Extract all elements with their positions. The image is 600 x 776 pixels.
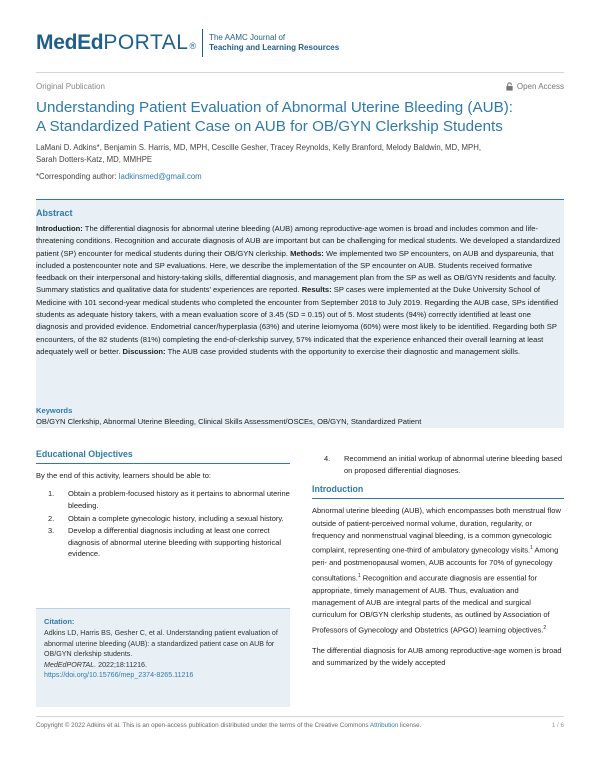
page-number: 1 / 6 [551,722,564,729]
article-title [36,98,564,136]
abstract-discussion-label: Discussion: [122,346,166,356]
journal-subtitle-line1: The AAMC Journal of [209,33,286,42]
copyright-text-a: Copyright © 2022 Adkins et al. This is an open-access publication distributed under the terms of the Creative Commons [36,722,370,729]
journal-subtitle-line2: Teaching and Learning Resources [209,43,340,52]
journal-header [36,26,339,60]
citation-doi-link[interactable]: https://doi.org/10.15766/mep_2374-8265.11216 [44,671,194,680]
objective-text: Obtain a complete gynecologic history, including a sexual history. [68,513,284,523]
copyright-notice [36,722,421,729]
logo-portal-text: PORTAL [103,31,189,54]
logo[interactable] [36,31,196,55]
left-column [36,449,290,561]
abstract-body [36,223,564,358]
footer-divider [36,716,564,717]
objective-number: 3. [48,526,55,536]
abstract-discussion-text: The AUB case provided students with the opportunity to exercise their diagnostic and management skills. [165,346,521,356]
corresponding-author-email[interactable]: ladkinsmed@gmail.com [118,172,202,181]
objective-text: Develop a differential diagnosis including at least one correct diagnosis of abnormal uterine bleeding with supporting historical evidence. [68,526,282,559]
header-divider [36,72,564,73]
citation-year-volume: 2022;18:11216. [96,660,147,669]
objective-text: Obtain a problem-focused history as it pertains to abnormal uterine bleeding. [68,489,290,510]
citation-box [36,608,290,707]
corresponding-author-label: *Corresponding author: [36,172,119,181]
introduction-heading: Introduction [312,484,364,495]
author-list-line1: LaMani D. Adkins*, Benjamin S. Harris, MD, MPH, Cescille Gesher, Tracey Reynolds, Kelly Branford, Melody Baldwin, MD, MPH, [36,143,482,152]
citation-journal: MedEdPORTAL. [44,660,97,669]
reference-superscript[interactable]: 1 [357,572,361,579]
introduction-paragraph-2: The differential diagnosis for AUB among reproductive-age women is broad and summarized by the widely accepted [312,645,562,668]
objective-item [36,488,290,511]
introduction-rule [312,498,564,499]
logo-registered-mark: ® [189,41,197,51]
publication-type: Original Publication [36,82,105,91]
logo-med-text: MedEd [36,31,104,54]
intro-p1-a: Abnormal uterine bleeding (AUB), which encompasses both menstrual flow outside of patient-perceived normal volume, duration, regularity, or frequency and nonmenstrual vaginal bleeding, is a common gynecologic complaint, representing one-third of ambulatory gynecology visits. [312,506,561,555]
reference-superscript[interactable]: 2 [543,624,547,631]
citation-reference: Adkins LD, Harris BS, Gesher C, et al. Understanding patient evaluation of abnormal uterine bleeding (AUB): a standardized patient case on AUB for OB/GYN clerkship students. [44,629,278,659]
author-list [36,142,564,166]
abstract-methods-text: We implemented two SP encounters, on AUB and dyspareunia, that included a postencounter note and SP evaluations. Here, we describe the implementation of the SP encounter on AUB. Students received formative feedback on their interpersonal and history-taking skills, differential diagnosis, and management plan from the SP as well as OB/GYN residents and faculty. Summary statistics and qualitative data for students' experiences are reported. [36,248,557,295]
abstract-intro-text: The differential diagnosis for abnormal uterine bleeding (AUB) among reproductive-age women is broad and includes common and life-threatening conditions. Recognition and accurate diagnosis of AUB are important but can be challenging for medical students. We developed a standardized patient (SP) encounter for medical students during their OB/GYN clerkship. [36,224,561,258]
citation-heading: Citation: [44,617,75,626]
right-column [312,453,564,670]
intro-p1-b: Among peri- and postmenopausal women, AUB accounts for 70% of gynecology consultations. [312,545,559,583]
objective-text: Recommend an initial workup of abnormal uterine bleeding based on proposed differential diagnoses. [344,454,563,475]
abstract-heading: Abstract [36,208,73,218]
objective-item [36,525,290,560]
citation-text [44,628,282,681]
objective-item [312,453,564,476]
abstract-methods-label: Methods: [290,248,324,258]
objective-number: 1. [48,489,55,499]
abstract-results-text: SP cases were implemented at the Duke University School of Medicine with 101 second-year medical students who completed the encounter from September 2018 to July 2019. Regarding the AUB case, SPs identified students as adequate history takers, with a mean evaluation score of 3.45 (SD = 0.15) out of 5. Most students (94%) correctly identified at least one diagnosis and provided evidence. Endometrial cancer/hyperplasia (63%) and uterine leiomyoma (60%) were most likely to be identified. Regarding both SP encounters, of the 82 students (81%) completing the end-of-clerkship survey, 57% indicated that the experience enhanced their overall learning at least adequately well or better. [36,285,559,356]
objectives-lead: By the end of this activity, learners should be able to: [36,471,211,480]
copyright-text-b: license. [398,722,422,729]
reference-superscript[interactable]: 1 [530,545,533,552]
article-title-line1: Understanding Patient Evaluation of Abnormal Uterine Bleeding (AUB): [36,99,513,116]
author-list-line2: Sarah Dotters-Katz, MD, MMHPE [36,155,153,164]
objective-number: 2. [48,513,55,523]
objective-item [36,513,290,525]
objectives-heading: Educational Objectives [36,449,133,459]
logo-divider [202,29,203,57]
objective-number: 4. [324,454,331,463]
lock-icon [505,82,514,91]
license-link[interactable]: Attribution [369,722,399,729]
introduction-paragraph-1 [312,505,564,637]
objectives-list-continued [312,453,564,476]
objectives-list [36,488,290,560]
open-access-badge [505,82,564,91]
abstract-results-label: Results: [301,285,332,295]
keywords-heading: Keywords [36,406,73,415]
intro-p1-c: Recognition and accurate diagnosis are essential for appropriate, timely management of AUB. Thus, evaluation and management of AUB are integral parts of the medical and surgical curriculum for OB/GYN clerkship students, as outlined by Association of Professors of Gynecology and Obstetrics (APGO) learning objectives. [312,573,550,635]
article-title-line2: A Standardized Patient Case on AUB for OB/GYN Clerkship Students [36,118,503,135]
keywords-list: OB/GYN Clerkship, Abnormal Uterine Bleeding, Clinical Skills Assessment/OSCEs, OB/GYN, Standardized Patient [36,417,422,426]
journal-subtitle [209,33,339,53]
objectives-rule [36,463,290,464]
corresponding-author [36,172,202,181]
abstract-intro-label: Introduction: [36,224,83,233]
open-access-label: Open Access [516,82,564,91]
